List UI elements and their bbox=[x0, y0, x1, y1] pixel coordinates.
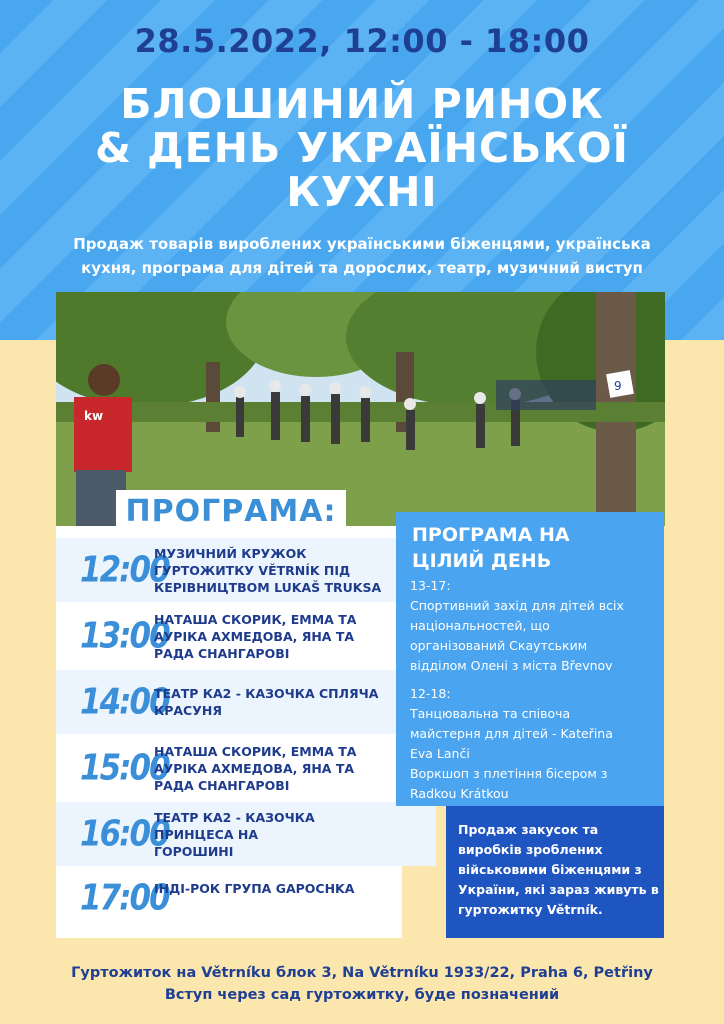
desc-line: КРАСУНЯ bbox=[154, 703, 222, 718]
event-subtitle bbox=[30, 232, 694, 280]
program-row bbox=[56, 866, 436, 930]
block-time: 12-18: bbox=[410, 686, 451, 701]
program-time: 14:00 bbox=[80, 681, 169, 723]
block-line: організований Скаутським bbox=[410, 638, 588, 653]
desc-line: МУЗИЧНИЙ КРУЖОК bbox=[154, 545, 307, 561]
event-date: 28.5.2022, 12:00 - 18:00 bbox=[134, 22, 590, 60]
desc-line: ПРИНЦЕСА НА bbox=[154, 826, 259, 842]
all-day-title-line: ПРОГРАМА НА bbox=[412, 524, 570, 546]
title-line: БЛОШИНИЙ РИНОК bbox=[120, 80, 604, 128]
desc-line: ГОРОШИНІ bbox=[154, 843, 234, 859]
block-line: майстерня для дітей - Kateřina bbox=[410, 726, 613, 741]
program-row bbox=[56, 736, 436, 800]
title-line: КУХНІ bbox=[286, 168, 438, 216]
food-line: України, які зараз живуть в bbox=[458, 882, 659, 897]
food-sale-text bbox=[458, 820, 662, 920]
event-title bbox=[30, 82, 694, 214]
food-line: гуртожитку Větrník. bbox=[458, 902, 603, 917]
desc-line: ТЕАТР КА2 - КАЗОЧКА СПЛЯЧА bbox=[154, 686, 379, 701]
all-day-program-box bbox=[396, 512, 664, 806]
shirt-logo: kw bbox=[84, 409, 104, 423]
food-line: виробків зроблених bbox=[458, 842, 603, 857]
sign-number: 9 bbox=[614, 379, 622, 393]
block-line: Eva Lanči bbox=[410, 746, 470, 761]
block-line: Танцювальна та співоча bbox=[410, 706, 571, 721]
desc-line: ГУРТОЖИТКУ VĚTRNÍK ПІД bbox=[154, 562, 351, 578]
footer-entrance: Вступ через сад гуртожитку, буде позначений bbox=[164, 987, 560, 1003]
program-desc bbox=[154, 670, 404, 734]
subtitle-line: кухня, програма для дітей та дорослих, театр, музичний виступ bbox=[81, 259, 643, 277]
program-time: 17:00 bbox=[80, 877, 169, 919]
desc-line: АУРІКА АХМЕДОВА, ЯНА ТА bbox=[154, 628, 355, 644]
program-time: 15:00 bbox=[80, 747, 169, 789]
desc-line: НАТАША СКОРИК, ЕММА ТА bbox=[154, 611, 357, 627]
desc-line: ІНДІ-РОК ГРУПА GAPOCHKA bbox=[154, 881, 355, 896]
program-desc bbox=[154, 538, 404, 602]
block-time: 13-17: bbox=[410, 578, 451, 593]
footer-address-block bbox=[0, 962, 724, 1006]
program-time: 12:00 bbox=[80, 549, 169, 591]
program-time: 16:00 bbox=[80, 813, 169, 855]
program-desc bbox=[154, 802, 404, 866]
food-line: Продаж закусок та bbox=[458, 822, 599, 837]
program-desc bbox=[154, 866, 404, 930]
footer-address: Гуртожиток на Větrníku блок 3, Na Větrníku 1933/22, Praha 6, Petřiny bbox=[71, 965, 653, 981]
program-row bbox=[56, 538, 436, 602]
desc-line: НАТАША СКОРИК, ЕММА ТА bbox=[154, 743, 357, 759]
all-day-title bbox=[412, 522, 652, 574]
food-sale-box bbox=[446, 806, 664, 938]
program-desc bbox=[154, 604, 404, 668]
block-line: національностей, що bbox=[410, 618, 550, 633]
program-row bbox=[56, 670, 436, 734]
block-line: відділом Олені з міста Břevnov bbox=[410, 658, 613, 673]
desc-line: КЕРІВНИЦТВОМ LUKAŠ TRUKSA bbox=[154, 579, 382, 595]
all-day-title-line: ЦІЛИЙ ДЕНЬ bbox=[412, 550, 552, 572]
desc-line: РАДА СНАНГАРОВІ bbox=[154, 777, 290, 793]
food-line: військовими біженцями з bbox=[458, 862, 642, 877]
desc-line: РАДА СНАНГАРОВІ bbox=[154, 645, 290, 661]
desc-line: АУРІКА АХМЕДОВА, ЯНА ТА bbox=[154, 760, 355, 776]
block-line: Воркшоп з плетіння бісером з bbox=[410, 766, 608, 781]
all-day-block-2 bbox=[410, 684, 658, 804]
program-heading: ПРОГРАМА: bbox=[116, 490, 346, 534]
block-line: Спортивний захід для дітей всіх bbox=[410, 598, 624, 613]
program-row bbox=[56, 604, 436, 668]
title-line: & ДЕНЬ УКРАЇНСЬКОЇ bbox=[95, 124, 629, 172]
block-line: Radkou Krátkou bbox=[410, 786, 509, 801]
program-desc bbox=[154, 736, 404, 800]
desc-line: ТЕАТР КА2 - КАЗОЧКА bbox=[154, 809, 315, 825]
subtitle-line: Продаж товарів вироблених українськими біженцями, українська bbox=[73, 235, 651, 253]
program-time: 13:00 bbox=[80, 615, 169, 657]
program-row bbox=[56, 802, 436, 866]
all-day-block-1 bbox=[410, 576, 658, 676]
